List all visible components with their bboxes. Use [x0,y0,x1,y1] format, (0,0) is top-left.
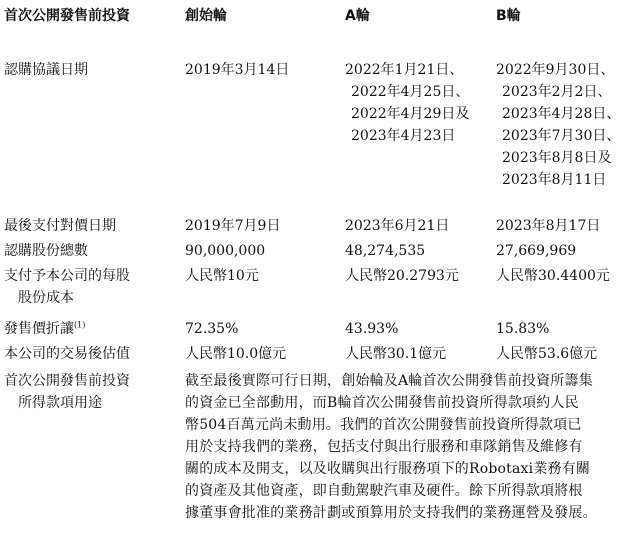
cost-per-share-founding: 人民幣10元 [185,268,259,284]
valuation-label: 本公司的交易後估值 [4,346,130,362]
discount-a-round: 43.93% [345,321,399,337]
date-line: 2023年4月23日 [351,128,456,144]
total-shares-label: 認購股份總數 [4,243,88,259]
agreement-date-b-round [496,59,640,191]
agreement-date-a-round [345,59,495,147]
cost-per-share-a-round: 人民幣20.2793元 [345,268,459,284]
discount-founding: 72.35% [185,321,239,337]
date-line: 2022年1月21日、 [345,62,464,78]
valuation-a-round: 人民幣30.1億元 [345,346,447,362]
footnote-marker: (1) [74,320,86,330]
total-shares-b-round: 27,669,969 [496,243,577,259]
header-a-round: A輪 [345,8,370,24]
header-founding-round: 創始輪 [185,8,227,24]
cost-per-share-b-round: 人民幣30.4400元 [496,268,610,284]
paragraph-line: 據董事會批准的業務計劃或預算用於支持我們的業務運營及發展。 [185,505,597,521]
paragraph-line: 關的成本及開支，以及收購與出行服務項下的Robotaxi業務有關 [185,461,591,477]
valuation-founding: 人民幣10.0億元 [185,346,287,362]
paragraph-line: 截至最後實際可行日期，創始輪及A輪首次公開發售前投資所籌集 [185,373,593,389]
label-line: 股份成本 [18,290,74,306]
paragraph-line: 的資產及其他資產，即自動駕駛汽車及硬件。餘下所得款項將根 [185,483,583,499]
date-line: 2023年7月30日、 [502,128,621,144]
payment-date-label: 最後支付對價日期 [4,218,116,234]
paragraph-line: 的資金已全部動用，而B輪首次公開發售前投資所得款項約人民 [185,395,579,411]
date-line: 2022年9月30日、 [496,62,615,78]
date-line: 2022年4月25日、 [351,84,470,100]
valuation-b-round: 人民幣53.6億元 [496,346,598,362]
payment-date-a-round: 2023年6月21日 [345,218,450,234]
agreement-date-label: 認購協議日期 [4,62,88,78]
discount-b-round: 15.83% [496,321,550,337]
paragraph-line: 用於支持我們的業務，包括支付與出行服務和車隊銷售及維修有 [185,439,583,455]
total-shares-a-round: 48,274,535 [345,243,426,259]
discount-label-text: 發售價折讓 [4,321,74,337]
paragraph-line: 幣504百萬元尚未動用。我們的首次公開發售前投資所得款項已 [185,417,582,433]
header-investment: 首次公開發售前投資 [4,8,130,24]
use-of-proceeds-label [4,370,174,414]
date-line: 2022年4月29日及 [351,106,470,122]
payment-date-founding: 2019年7月9日 [185,218,281,234]
discount-label [4,318,174,340]
payment-date-b-round: 2023年8月17日 [496,218,601,234]
agreement-date-founding: 2019年3月14日 [185,62,290,78]
header-b-round: B輪 [496,8,521,24]
label-line: 所得款項用途 [18,395,102,411]
date-line: 2023年4月28日、 [502,106,621,122]
cost-per-share-label [4,265,174,309]
date-line: 2023年8月11日 [502,172,607,188]
use-of-proceeds-text [185,370,635,524]
date-line: 2023年2月2日、 [502,84,612,100]
label-line: 首次公開發售前投資 [4,373,130,389]
date-line: 2023年8月8日及 [502,150,612,166]
total-shares-founding: 90,000,000 [185,243,266,259]
label-line: 支付予本公司的每股 [4,268,130,284]
